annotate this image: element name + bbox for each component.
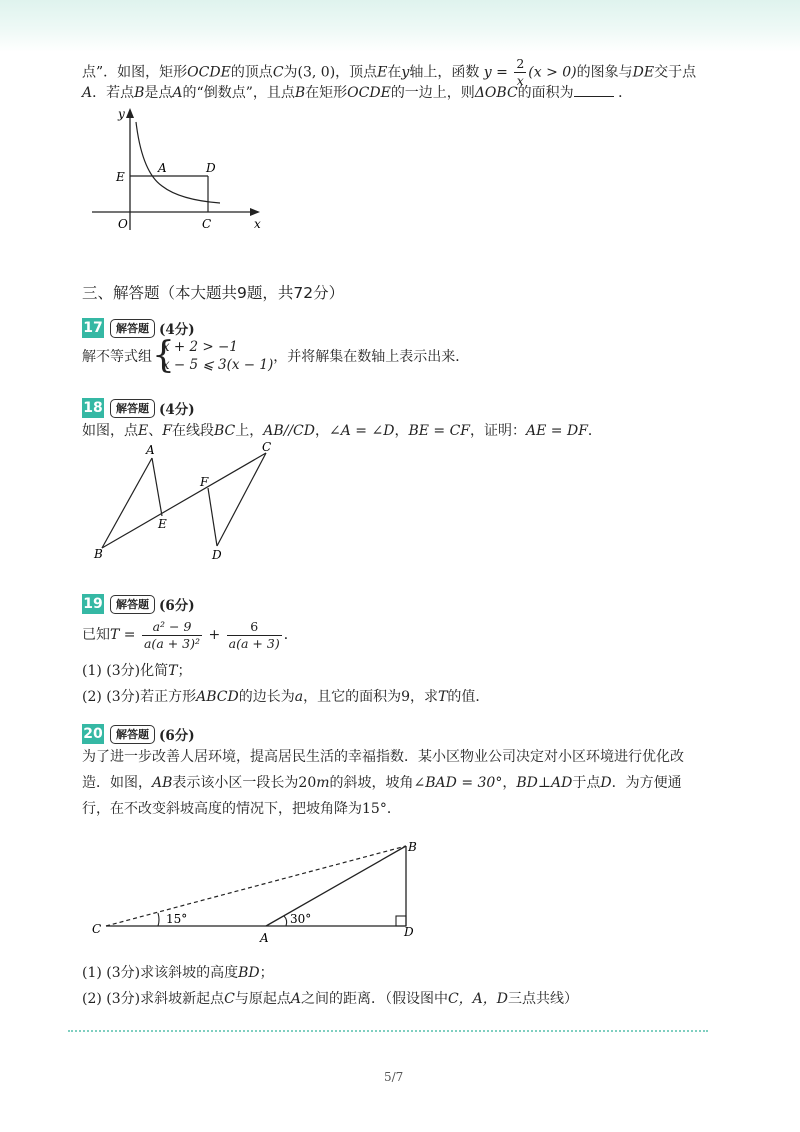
q20-line1: 为了进一步改善人居环境，提高居民生活的幸福指数．某小区物业公司决定对小区环境进行优化改 (82, 749, 684, 765)
q16-math: ΔOBC (474, 85, 518, 101)
q16-math: C (272, 64, 284, 81)
q18-body (82, 420, 602, 440)
q18-math: F (162, 423, 172, 439)
q20-part1 (82, 962, 274, 982)
q18-text: 在线段 (171, 423, 214, 439)
q16-text: 为(3, 0)，顶点 (283, 64, 378, 81)
q19-fraction-1 (142, 619, 202, 652)
q16-math: E (377, 64, 388, 81)
angle-arc-15 (158, 913, 159, 926)
question-number: 19 (83, 596, 103, 612)
q16-text: ． (618, 85, 633, 101)
label-A: A (260, 931, 269, 945)
q16-text: 的顶点 (230, 64, 273, 81)
header-decoration (0, 0, 800, 52)
q19-math: T (438, 689, 448, 705)
q20-text: 的斜坡，坡角 (329, 775, 414, 791)
question-type-badge: 解答题 (110, 399, 155, 418)
q19-header (82, 594, 195, 614)
q20-text: 造．如图， (82, 775, 152, 791)
q18-text: 、 (148, 423, 163, 439)
q18-text: ，证明： (470, 423, 527, 439)
q19-text: (1) (3分)化简 (82, 663, 169, 679)
q16-math: y (401, 64, 410, 81)
q20-math: C，A，D (447, 991, 509, 1007)
q16-math: OCDE (347, 85, 391, 101)
question-type-badge: 解答题 (110, 319, 155, 338)
q16-math: A (82, 85, 93, 101)
inequality-row: x + 2 > −1 (162, 339, 238, 355)
q16-text: ．若点 (92, 85, 135, 101)
fraction-numerator: a² − 9 (142, 619, 202, 636)
q19-part2 (82, 686, 489, 706)
q19-math: ABCD (196, 689, 239, 705)
q20-text: (2) (3分)求斜坡新起点 (82, 991, 225, 1007)
q17-body (82, 335, 470, 378)
q16-text: 在 (387, 64, 402, 81)
segment-AE (152, 458, 162, 516)
label-E: E (158, 517, 167, 531)
q18-text: 上， (235, 423, 264, 439)
segment-DF (208, 488, 217, 546)
q16-text: 轴上，函数 (409, 64, 480, 81)
q20-line2 (82, 772, 682, 792)
label-B: B (94, 547, 103, 561)
inequality-system (152, 335, 274, 376)
q20-math: C (224, 991, 235, 1007)
segment-AB (102, 458, 152, 548)
q19-fraction-2 (227, 619, 282, 652)
y-axis-arrow-icon (126, 108, 134, 118)
q18-figure (90, 440, 290, 566)
label-D: D (404, 925, 414, 939)
q18-text: 如图，点 (82, 423, 138, 439)
q19-math: T (168, 663, 178, 679)
q20-part2 (82, 988, 578, 1008)
label-E: E (116, 170, 125, 184)
q18-math: AE = DF (526, 423, 588, 439)
question-number: 18 (83, 400, 103, 416)
x-axis-arrow-icon (250, 208, 260, 216)
q19-text: 的边长为 (238, 689, 295, 705)
q18-text: ， (394, 423, 409, 439)
q16-function: y = (483, 64, 508, 81)
fraction-denominator: a(a + 3) (228, 635, 280, 651)
label-C: C (262, 440, 272, 454)
label-C: C (92, 922, 102, 936)
q20-math: D (600, 775, 612, 791)
q16-text: 的“倒数点”，且点 (182, 85, 295, 101)
q16-math: B (134, 85, 145, 101)
q20-math: BD (238, 965, 260, 981)
q20-text: 之间的距离．（假设图中 (300, 991, 448, 1007)
q16-math: B (294, 85, 306, 101)
q20-text: (1) (3分)求该斜坡的高度 (82, 965, 239, 981)
q20-text: 三点共线） (508, 991, 579, 1007)
q20-text: ．为方便通 (611, 775, 682, 791)
label-B: B (408, 840, 417, 854)
q17-text: ，并将解集在数轴上表示出来． (273, 349, 470, 365)
q16-text: 在矩形 (305, 85, 348, 101)
angle-label-15: 15° (166, 912, 188, 926)
q20-header (82, 724, 195, 744)
answer-blank[interactable] (574, 84, 614, 97)
page-number: 5/7 (384, 1070, 404, 1084)
q19-expression (82, 615, 298, 655)
label-C: C (202, 217, 212, 231)
q20-figure (88, 836, 428, 946)
angle-arc-30 (284, 916, 287, 926)
segment-AB (266, 846, 406, 926)
q20-math: AB (152, 775, 173, 791)
q20-math: ∠BAD = 30° (413, 775, 503, 791)
q19-text: (2) (3分)若正方形 (82, 689, 197, 705)
question-score: (6分) (159, 728, 195, 744)
q16-text: 的一边上，则 (390, 85, 475, 101)
q20-math: m (316, 775, 330, 791)
fraction-numerator: 6 (227, 619, 282, 636)
label-A: A (158, 161, 167, 175)
label-x: x (254, 217, 261, 231)
q20-math: BD⊥AD (516, 775, 573, 791)
q16-line2 (82, 82, 632, 104)
q17-header (82, 318, 195, 338)
q16-math: A (172, 85, 183, 101)
section-title: 三、解答题（本大题共9题，共72分） (82, 284, 345, 302)
label-A: A (146, 443, 155, 457)
q20-line3: 行，在不改变斜坡高度的情况下，把坡角降为15°． (82, 801, 401, 817)
q19-text: ，且它的面积为9，求 (303, 689, 439, 705)
q16-math: OCDE (187, 64, 231, 81)
label-D: D (206, 161, 216, 175)
q17-text: 解不等式组 (82, 349, 152, 365)
question-score: (6分) (159, 598, 195, 614)
q19-math: T = (110, 627, 136, 643)
q16-domain: (x > 0) (528, 64, 577, 81)
q20-text: 与原起点 (234, 991, 291, 1007)
fraction-denominator: a(a + 3)² (143, 635, 201, 651)
q18-text: ． (587, 423, 602, 439)
q19-text: ； (177, 663, 192, 679)
q19-text: ． (283, 627, 298, 643)
q19-text: 已知 (82, 627, 110, 643)
question-number: 17 (83, 320, 103, 336)
q18-math: BE = CF (408, 423, 471, 439)
q20-text: ； (259, 965, 274, 981)
q16-figure (90, 104, 270, 234)
q20-text: ， (502, 775, 517, 791)
angle-label-30: 30° (290, 912, 312, 926)
segment-CB-dashed (106, 846, 406, 926)
q18-math: ∠A = ∠D (329, 423, 395, 439)
fraction-numerator: 2 (516, 56, 525, 71)
fraction-denominator: x (516, 73, 524, 88)
q16-text: 点”．如图，矩形 (82, 64, 188, 81)
q20-text: 表示该小区一段长为20 (172, 775, 317, 791)
brace-icon: { (152, 335, 175, 376)
inequality-row: x − 5 ⩽ 3(x − 1) (162, 357, 274, 373)
q19-math: a (294, 689, 304, 705)
page-divider (68, 1030, 708, 1032)
q18-math: E (138, 423, 149, 439)
q16-line1 (82, 56, 697, 88)
label-D: D (212, 548, 222, 562)
q18-header (82, 398, 195, 418)
question-type-badge: 解答题 (110, 725, 155, 744)
label-y: y (118, 107, 125, 121)
q18-text: ， (315, 423, 329, 439)
question-score: (4分) (159, 322, 195, 338)
q16-text: 的图象与 (576, 64, 633, 81)
question-number: 20 (83, 726, 103, 742)
question-score: (4分) (159, 402, 195, 418)
q20-math: A (290, 991, 301, 1007)
q16-text: 交于点 (654, 64, 697, 81)
q20-text: 于点 (572, 775, 601, 791)
q18-math: AB//CD (263, 423, 315, 439)
question-type-badge: 解答题 (110, 595, 155, 614)
q16-text: 是点 (144, 85, 173, 101)
q19-part1 (82, 660, 191, 680)
q19-operator: + (208, 627, 221, 643)
label-F: F (200, 475, 209, 489)
q16-text: 的面积为 (517, 85, 574, 101)
q16-math: DE (632, 64, 655, 81)
label-O: O (118, 217, 128, 231)
q19-text: 的值． (447, 689, 490, 705)
q18-math: BC (213, 423, 236, 439)
